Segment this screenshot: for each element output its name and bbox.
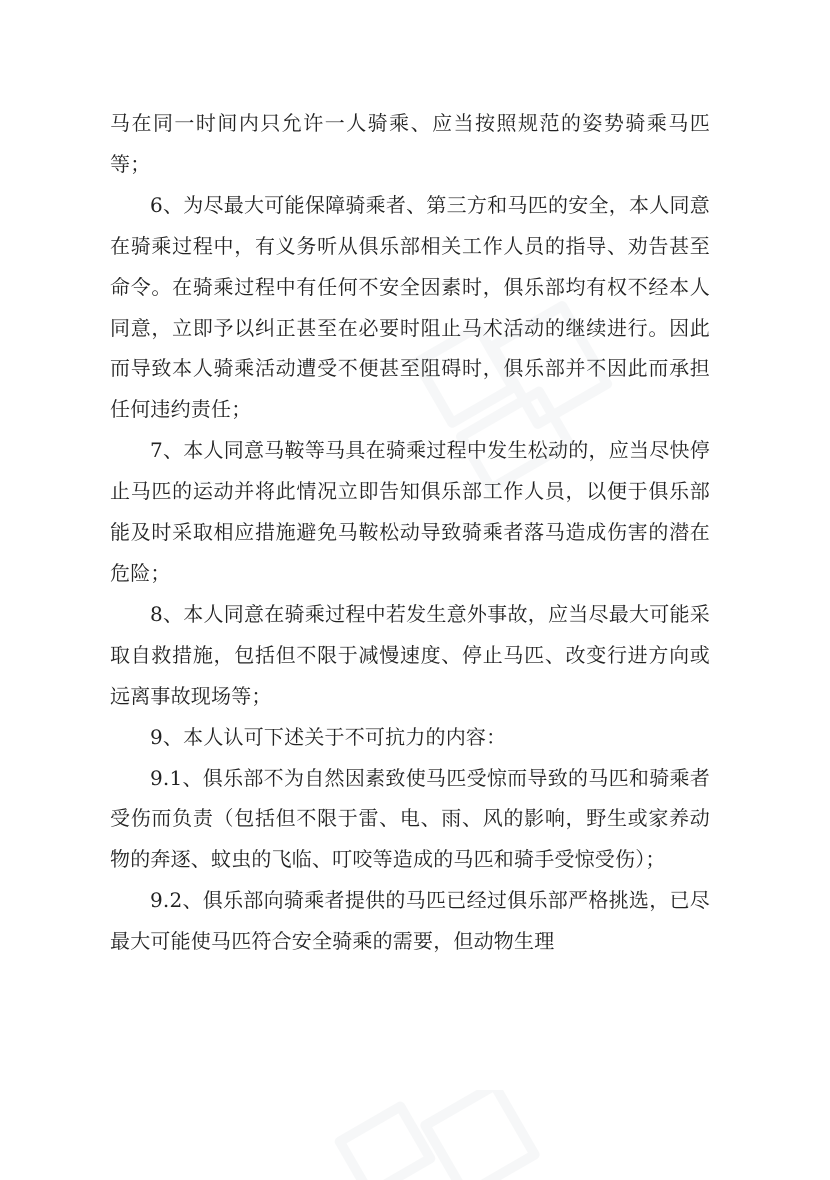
document-body [110, 103, 710, 962]
paragraph-clause-8: 8、本人同意在骑乘过程中若发生意外事故，应当尽最大可能采取自救措施，包括但不限于减慢速度、停止马匹、改变行进方向或远离事故现场等； [110, 601, 710, 708]
paragraph-continued: 马在同一时间内只允许一人骑乘、应当按照规范的姿势骑乘马匹等； [110, 111, 710, 176]
paragraph-clause-6: 6、为尽最大可能保障骑乘者、第三方和马匹的安全，本人同意在骑乘过程中，有义务听从俱乐部相关工作人员的指导、劝告甚至命令。在骑乘过程中有任何不安全因素时，俱乐部均有权不经本人同意，立即予以纠正甚至在必要时阻止马术活动的继续进行。因此而导致本人骑乘活动遭受不便甚至阻碍时，俱乐部并不因此而承担任何违约责任； [110, 192, 710, 422]
watermark-mark-bottom [330, 1090, 550, 1180]
paragraph-clause-9-2: 9.2、俱乐部向骑乘者提供的马匹已经过俱乐部严格挑选，已尽最大可能使马匹符合安全骑乘的需要，但动物生理 [110, 888, 710, 954]
paragraph-clause-7: 7、本人同意马鞍等马具在骑乘过程中发生松动的，应当尽快停止马匹的运动并将此情况立即告知俱乐部工作人员，以便于俱乐部能及时采取相应措施避免马鞍松动导致骑乘者落马造成伤害的潜在危险； [110, 438, 710, 585]
paragraph-clause-9: 9、本人认可下述关于不可抗力的内容： [150, 724, 507, 749]
paragraph-clause-9-1: 9.1、俱乐部不为自然因素致使马匹受惊而导致的马匹和骑乘者受伤而负责（包括但不限于雷、电、雨、风的影响，野生或家养动物的奔逐、蚊虫的飞临、叮咬等造成的马匹和骑手受惊受伤）； [110, 765, 710, 872]
